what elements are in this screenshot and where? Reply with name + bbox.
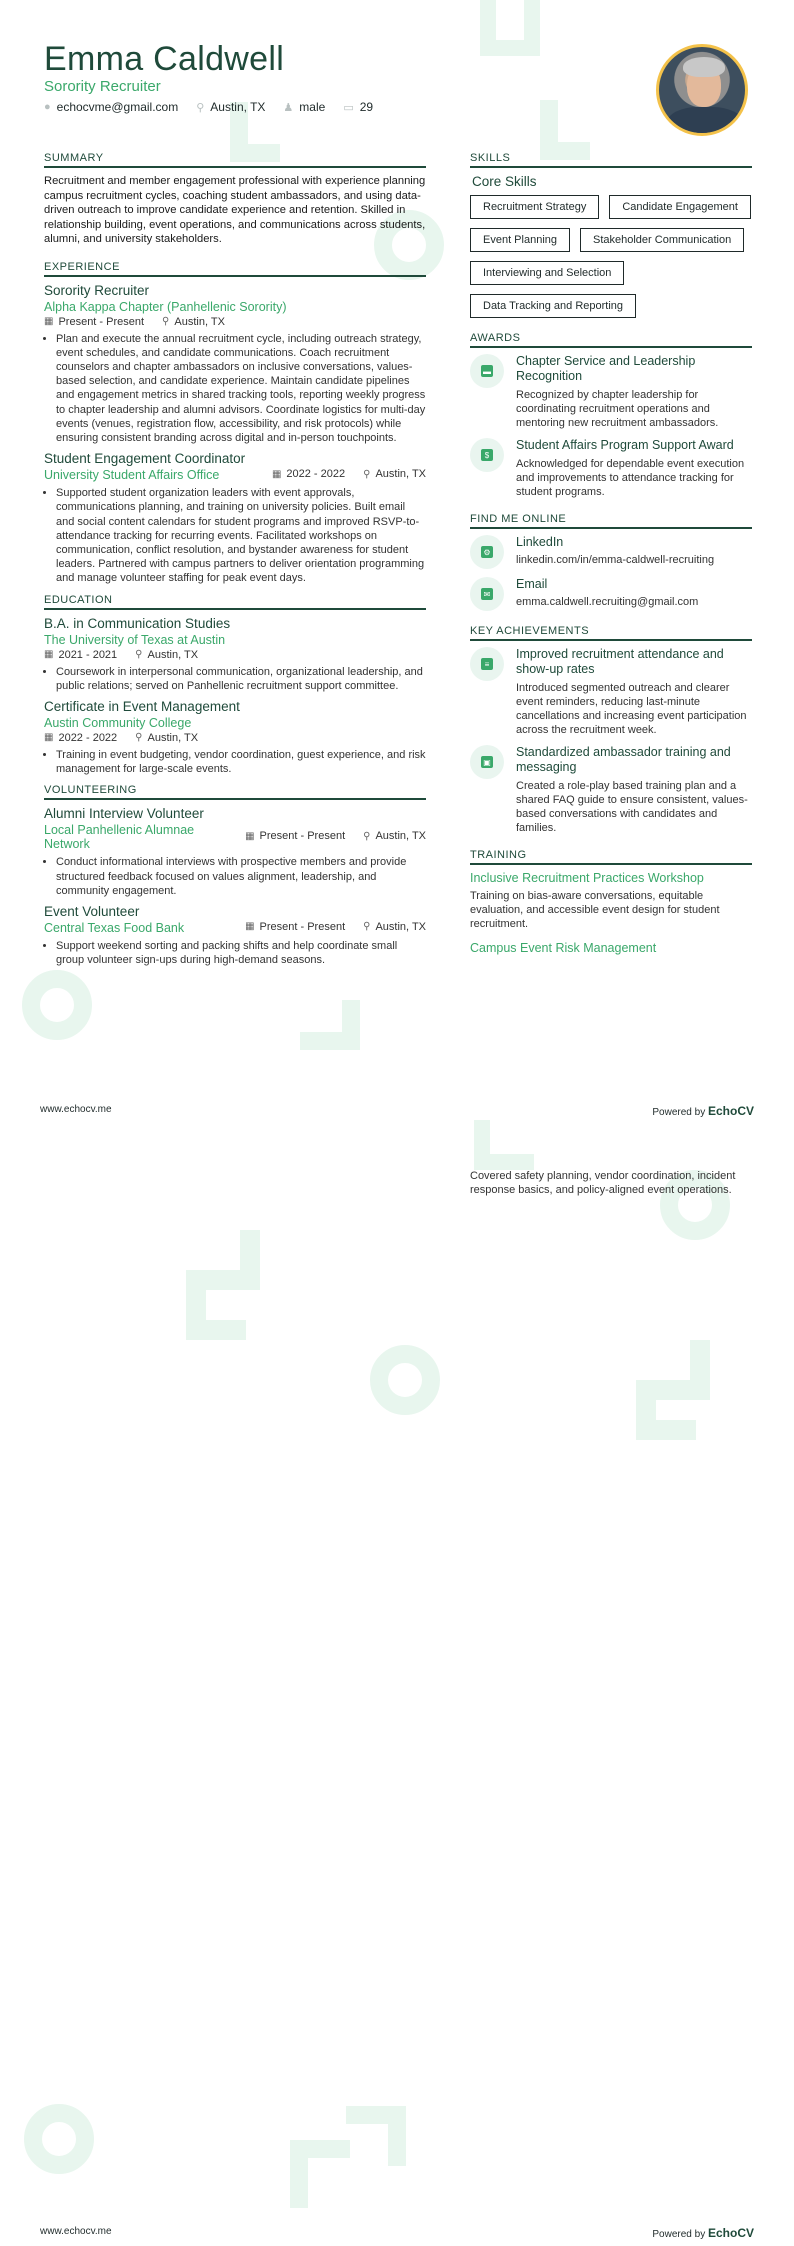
online-item (470, 535, 752, 569)
experience-entry (44, 283, 426, 446)
document-icon: ≡ (470, 647, 504, 681)
email-text: echocvme@gmail.com (56, 100, 179, 114)
bg-shape (346, 2106, 406, 2166)
achievements-heading: KEY ACHIEVEMENTS (470, 625, 752, 641)
volunteer-location: Austin, TX (375, 920, 426, 933)
edu-location: Austin, TX (147, 648, 199, 661)
edu-dates: 2021 - 2021 (58, 648, 118, 661)
experience-heading: EXPERIENCE (44, 261, 426, 277)
left-column (44, 152, 426, 973)
edu-dates: 2022 - 2022 (58, 731, 118, 744)
bg-shape (480, 0, 540, 56)
achievement-item (470, 647, 752, 737)
award-icon: $ (470, 438, 504, 472)
footer-brand: EchoCV (707, 1104, 754, 1118)
online-title: LinkedIn (516, 535, 564, 549)
location-icon: ⚲ (135, 732, 143, 744)
job-org: Alpha Kappa Chapter (Panhellenic Sorority) (44, 299, 287, 314)
edu-bullet: • Coursework in interpersonal communication, organizational leadership, and public relations; served on Panhellenic recruitment support committee. (56, 665, 426, 693)
gender-text: male (299, 100, 326, 114)
award-item (470, 438, 752, 499)
awards-heading: AWARDS (470, 332, 752, 348)
summary-text: Recruitment and member engagement professional with experience planning campus recruitment cycles, coaching student ambassadors, and using data-driven outreach to improve candidate experience and retention. Skilled in relationship building, event operations, and communications across students, alumni, and university stakeholders. (44, 175, 426, 245)
volunteer-entry (44, 806, 426, 898)
skills-heading: SKILLS (470, 152, 752, 168)
bg-shape (24, 2104, 94, 2174)
edu-bullet: • Training in event budgeting, vendor coordination, guest experience, and risk management for large-scale events. (56, 748, 426, 776)
skill-chip: Candidate Engagement (609, 195, 751, 219)
location-text: Austin, TX (210, 100, 266, 114)
award-icon: ▬ (470, 354, 504, 388)
contact-row (44, 100, 373, 114)
briefcase-icon: ▣ (470, 745, 504, 779)
bg-shape (300, 1000, 360, 1050)
degree-title: B.A. in Communication Studies (44, 615, 231, 631)
candidate-role: Sorority Recruiter (44, 78, 161, 95)
location-icon: ⚲ (363, 830, 371, 842)
footer-powered: Powered by (652, 1107, 706, 1118)
achievement-item (470, 745, 752, 835)
volunteer-bullet: • Support weekend sorting and packing shifts and help coordinate small group volunteer sign-ups during high-demand seasons. (56, 939, 426, 967)
achievement-title: Standardized ambassador training and messaging (516, 745, 731, 774)
volunteer-dates: Present - Present (259, 920, 346, 933)
location-icon: ⚲ (363, 921, 371, 933)
achievement-text: Created a role-play based training plan and a shared FAQ guide to ensure consistent, values-based conversations with candidates and families. (516, 780, 748, 834)
email-icon: ✉ (470, 577, 504, 611)
education-entry (44, 616, 426, 693)
job-title: Student Engagement Coordinator (44, 451, 246, 467)
skill-chip: Event Planning (470, 228, 570, 252)
right-column (470, 152, 752, 959)
calendar-icon: ▦ (44, 316, 54, 327)
achievement-title: Improved recruitment attendance and show-up rates (516, 647, 724, 676)
training-text: Training on bias-aware conversations, equitable evaluation, and accessible event design for student recruitment. (470, 890, 720, 930)
calendar-icon: ▦ (44, 649, 54, 661)
volunteer-title: Event Volunteer (44, 903, 140, 919)
online-title: Email (516, 577, 548, 591)
location-icon: ⚲ (196, 101, 205, 114)
footer-powered: Powered by (652, 2229, 706, 2240)
location-icon: ⚲ (162, 316, 170, 327)
job-dates: Present - Present (58, 315, 145, 328)
summary-heading: SUMMARY (44, 152, 426, 168)
education-heading: EDUCATION (44, 594, 426, 610)
calendar-icon: ▦ (245, 830, 255, 842)
skill-chip: Interviewing and Selection (470, 261, 624, 285)
online-heading: FIND ME ONLINE (470, 513, 752, 529)
calendar-icon: ▦ (44, 732, 54, 744)
online-item (470, 577, 752, 611)
footer-brand: EchoCV (707, 2226, 754, 2240)
volunteer-entry (44, 904, 426, 967)
experience-entry (44, 451, 426, 585)
volunteer-org: Central Texas Food Bank (44, 920, 185, 935)
calendar-icon: ▦ (245, 921, 255, 933)
award-text: Acknowledged for dependable event execution and improvements to attendance tracking for student programs. (516, 458, 745, 498)
location-icon: ⚲ (135, 649, 143, 661)
volunteer-bullet: • Conduct informational interviews with prospective members and provide structured feedback focused on values alignment, leadership, and community engagement. (56, 855, 426, 898)
bg-shape (22, 970, 92, 1040)
bg-shape (190, 1230, 260, 1290)
skill-chip: Recruitment Strategy (470, 195, 599, 219)
school-name: The University of Texas at Austin (44, 632, 226, 647)
bg-shape (640, 1340, 710, 1400)
age-text: 29 (359, 100, 374, 114)
skill-chip: Stakeholder Communication (580, 228, 744, 252)
training-heading: TRAINING (470, 849, 752, 865)
bg-shape (370, 1345, 440, 1415)
volunteer-dates: Present - Present (259, 830, 346, 843)
bg-shape (290, 2140, 350, 2208)
page-footer (40, 1104, 754, 1118)
volunteer-org: Local Panhellenic Alumnae Network (44, 823, 195, 852)
edu-location: Austin, TX (147, 731, 199, 744)
avatar (656, 44, 748, 136)
award-title: Student Affairs Program Support Award (516, 438, 734, 452)
award-text: Recognized by chapter leadership for coordinating recruitment operations and mentoring new recruitment ambassadors. (516, 389, 719, 429)
training-title: Inclusive Recruitment Practices Workshop (470, 871, 704, 885)
award-title: Chapter Service and Leadership Recognition (516, 354, 696, 383)
job-org: University Student Affairs Office (44, 468, 220, 483)
job-dates: 2022 - 2022 (286, 468, 346, 481)
calendar-icon: ▭ (343, 101, 354, 114)
footer-site[interactable]: www.echocv.me (40, 1104, 112, 1115)
volunteer-title: Alumni Interview Volunteer (44, 806, 204, 822)
job-title: Sorority Recruiter (44, 282, 150, 298)
linkedin-icon: ⚙ (470, 535, 504, 569)
training-title: Campus Event Risk Management (470, 941, 657, 955)
achievement-text: Introduced segmented outreach and clearer event reminders, reducing last-minute cancellations and increasing event participation across the recruitment week. (516, 682, 747, 736)
email-icon: ● (44, 101, 51, 113)
education-entry (44, 699, 426, 776)
candidate-name: Emma Caldwell (44, 40, 285, 78)
bg-shape (186, 1270, 246, 1340)
training-text: Covered safety planning, vendor coordination, incident response basics, and policy-aligned event operations. (470, 1170, 736, 1196)
skill-chips (470, 195, 752, 318)
linkedin-link[interactable]: linkedin.com/in/emma-caldwell-recruiting (516, 554, 715, 566)
page-footer (40, 2226, 754, 2240)
bg-shape (474, 1120, 534, 1170)
school-name: Austin Community College (44, 715, 192, 730)
volunteer-location: Austin, TX (375, 830, 426, 843)
footer-site[interactable]: www.echocv.me (40, 2226, 112, 2237)
skill-chip: Data Tracking and Reporting (470, 294, 636, 318)
bg-shape (636, 1380, 696, 1440)
bg-shape (540, 100, 590, 160)
job-bullet: • Supported student organization leaders with event approvals, communications planning, and training on university policies. Built email and social content calendars for student programs and improved RSVP-to-attendance tracking for recurring events. Facilitated workshops on communication, conflict resolution, and bystander awareness for student leaders. Partnered with campus partners to deliver orientation programming and manage volunteer staffing for peak event days. (56, 486, 426, 585)
award-item (470, 354, 752, 430)
gender-icon: ♟ (283, 101, 294, 114)
job-location: Austin, TX (375, 468, 426, 481)
location-icon: ⚲ (363, 468, 371, 480)
email-link[interactable]: emma.caldwell.recruiting@gmail.com (516, 596, 699, 608)
job-bullet: • Plan and execute the annual recruitment cycle, including outreach strategy, event schedules, and candidate communications. Coach recruitment counselors and chapter ambassadors on inclusive conversations, values-based selection, and candidate experience. Maintain candidate pipelines and engagement metrics in shared tracking tools, reporting weekly progress to chapter leadership and alumni advisors. Coordinate logistics for multi-day events (venues, registration flow, accessibility, and risk protocols) while ensuring consistent branding across digital and in-person touchpoints. (56, 332, 426, 446)
job-location: Austin, TX (174, 315, 225, 328)
volunteering-heading: VOLUNTEERING (44, 784, 426, 800)
skills-group-title: Core Skills (472, 174, 537, 189)
calendar-icon: ▦ (271, 468, 282, 480)
degree-title: Certificate in Event Management (44, 698, 240, 714)
